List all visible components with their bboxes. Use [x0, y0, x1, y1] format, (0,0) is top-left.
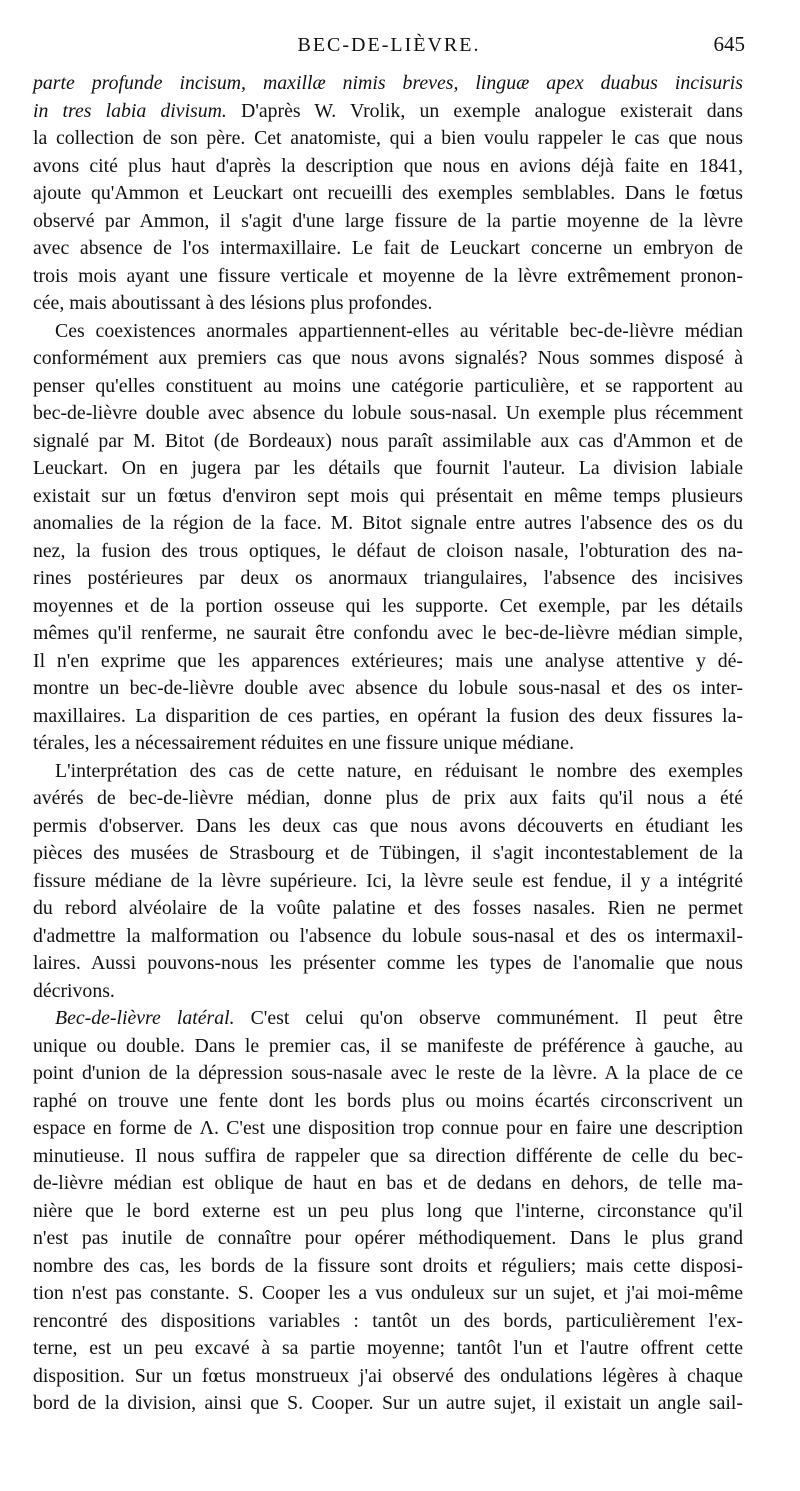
text-line: [33, 1088, 743, 1116]
line-text: du rebord alvéolaire de la voûte palatine et des fosses nasales. Rien ne permet: [33, 897, 743, 919]
text-line: [33, 813, 743, 841]
text-line: [33, 923, 743, 951]
line-text: avérés de bec-de-lièvre médian, donne plus de prix aux faits qu'il nous a été: [33, 787, 743, 809]
italic-text: parte profunde incisum, maxillæ nimis breves, linguæ apex duabus incisuris: [33, 72, 743, 94]
text-line: [33, 840, 743, 868]
text-line: [33, 180, 743, 208]
line-text: n'est pas inutile de connaître pour opérer méthodiquement. Dans le plus grand: [33, 1227, 743, 1249]
text-line: [33, 400, 743, 428]
line-text: térales, les a nécessairement réduites en une fissure unique médiane.: [33, 732, 575, 754]
line-text: espace en forme de Λ. C'est une disposition trop connue pour en faire une description: [33, 1117, 743, 1139]
text-line: [33, 98, 743, 126]
text-line: [33, 345, 743, 373]
text-line: [33, 1253, 743, 1281]
line-text: existait sur un fœtus d'environ sept mois qui présentait en même temps plusieurs: [33, 484, 743, 507]
line-text: anomalies de la région de la face. M. Bitot signale entre autres l'absence des os du: [33, 512, 743, 534]
text-line: [33, 1060, 743, 1088]
text-line: [33, 620, 743, 648]
text-line: [33, 1390, 743, 1418]
text-line: [33, 593, 743, 621]
line-text: Il n'en exprime que les apparences extérieures; mais une analyse attentive y dé-: [33, 649, 743, 672]
text-line: [33, 208, 743, 236]
line-text: décrivons.: [33, 979, 115, 1002]
line-text: L'interprétation des cas de cette nature, en réduisant le nombre des exemples: [55, 759, 743, 782]
text-line: [33, 1033, 743, 1061]
page-header: [33, 32, 745, 62]
line-text: bord de la division, ainsi que S. Cooper. Sur un autre sujet, il existait un angle sail-: [33, 1392, 743, 1414]
line-text: unique ou double. Dans le premier cas, il se manifeste de préférence à gauche, au: [33, 1034, 743, 1057]
line-text: avons cité plus haut d'après la description que nous en avions déjà faite en 1841,: [33, 154, 743, 177]
line-text: cée, mais aboutissant à des lésions plus profondes.: [33, 292, 433, 314]
text-line: [33, 125, 743, 153]
page-number: 645: [713, 32, 745, 56]
body-text: [33, 70, 743, 1418]
text-line: [33, 290, 743, 318]
text-line: [33, 373, 743, 401]
text-line: [33, 1005, 743, 1033]
text-line: [33, 263, 743, 291]
line-text: ajoute qu'Ammon et Leuckart ont recueilli des exemples semblables. Dans le fœtus: [33, 182, 743, 204]
text-line: [33, 510, 743, 538]
text-line: [33, 895, 743, 923]
text-line: [33, 235, 743, 263]
line-text: minutieuse. Il nous suffira de rappeler que sa direction différente de celle du bec-: [33, 1144, 743, 1167]
text-line: [33, 1115, 743, 1143]
line-text: laires. Aussi pouvons-nous les présenter comme les types de l'anomalie que nous: [33, 952, 743, 974]
text-line: [33, 70, 743, 98]
line-text: tion n'est pas constante. S. Cooper les a vus onduleux sur un sujet, et j'ai moi-même: [33, 1282, 743, 1304]
line-text: nombre des cas, les bords de la fissure sont droits et réguliers; mais cette disposi-: [33, 1254, 743, 1277]
text-line: [33, 428, 743, 456]
text-line: [33, 1225, 743, 1253]
line-text: de-lièvre médian est oblique de haut en bas et de dedans en dehors, de telle ma-: [33, 1172, 743, 1194]
text-line: [33, 318, 743, 346]
line-text: C'est celui qu'on observe communément. Il peut être: [234, 1007, 744, 1029]
text-line: [33, 703, 743, 731]
line-text: fissure médiane de la lèvre supérieure. Ici, la lèvre seule est fendue, il y a intégrité: [33, 869, 743, 892]
line-text: Leuckart. On en jugera par les détails que fournit l'auteur. La division labiale: [33, 457, 743, 479]
line-text: maxillaires. La disparition de ces parties, en opérant la fusion des deux fissures la-: [33, 704, 743, 727]
line-text: disposition. Sur un fœtus monstrueux j'ai observé des ondulations légères à chaque: [33, 1364, 743, 1387]
line-text: rencontré des dispositions variables : tantôt un des bords, particulièrement l'ex-: [33, 1309, 743, 1332]
text-line: [33, 1170, 743, 1198]
text-line: [33, 785, 743, 813]
line-text: rines postérieures par deux os anormaux triangulaires, l'absence des incisives: [33, 567, 743, 589]
text-line: [33, 868, 743, 896]
line-text: signalé par M. Bitot (de Bordeaux) nous paraît assimilable aux cas d'Ammon et de: [33, 429, 743, 452]
text-line: [33, 1335, 743, 1363]
text-line: [33, 1363, 743, 1391]
running-title: BEC-DE-LIÈVRE.: [297, 34, 481, 56]
line-text: terne, est un peu excavé à sa partie moyenne; tantôt l'un et l'autre offrent cette: [33, 1337, 743, 1359]
line-text: observé par Ammon, il s'agit d'une large fissure de la partie moyenne de la lèvre: [33, 209, 743, 232]
text-line: [33, 648, 743, 676]
text-line: [33, 758, 743, 786]
line-text: point d'union de la dépression sous-nasale avec le reste de la lèvre. A la place de ce: [33, 1062, 743, 1084]
text-line: [33, 1198, 743, 1226]
line-text: pièces des musées de Strasbourg et de Tübingen, il s'agit incontestablement de la: [33, 842, 743, 864]
line-text: nière que le bord externe est un peu plus long que l'interne, circonstance qu'il: [33, 1199, 743, 1222]
text-line: [33, 730, 743, 758]
line-text: permis d'observer. Dans les deux cas que nous avons découverts en étudiant les: [33, 814, 743, 837]
text-line: [33, 1280, 743, 1308]
text-line: [33, 675, 743, 703]
text-line: [33, 1143, 743, 1171]
line-text: montre un bec-de-lièvre double avec absence du lobule sous-nasal et des os inter-: [33, 677, 743, 699]
line-text: trois mois ayant une fissure verticale et moyenne de la lèvre extrêmement pronon-: [33, 264, 743, 287]
line-text: D'après W. Vrolik, un exemple analogue existerait dans: [226, 99, 743, 122]
text-line: [33, 538, 743, 566]
text-line: [33, 978, 743, 1006]
line-text: d'admettre la malformation ou l'absence du lobule sous-nasal et des os intermaxil-: [33, 924, 743, 947]
line-text: nez, la fusion des trous optiques, le défaut de cloison nasale, l'obturation des na-: [33, 539, 743, 562]
line-text: la collection de son père. Cet anatomiste, qui a bien voulu rappeler le cas que nous: [33, 127, 743, 149]
text-line: [33, 483, 743, 511]
text-line: [33, 565, 743, 593]
text-line: [33, 1308, 743, 1336]
text-line: [33, 455, 743, 483]
line-text: raphé on trouve une fente dont les bords plus ou moins écartés circonscrivent un: [33, 1089, 743, 1112]
line-text: mêmes qu'il renferme, ne saurait être confondu avec le bec-de-lièvre médian simple,: [33, 622, 743, 644]
line-text: penser qu'elles constituent au moins une catégorie particulière, et se rapportent au: [33, 374, 743, 397]
italic-text: in tres labia divisum.: [33, 99, 227, 122]
text-line: [33, 950, 743, 978]
line-text: avec absence de l'os intermaxillaire. Le fait de Leuckart concerne un embryon de: [33, 237, 743, 259]
line-text: moyennes et de la portion osseuse qui les supporte. Cet exemple, par les détails: [33, 594, 743, 617]
line-text: Ces coexistences anormales appartiennent-elles au véritable bec-de-lièvre médian: [55, 319, 743, 342]
line-text: conformément aux premiers cas que nous avons signalés? Nous sommes disposé à: [33, 347, 743, 369]
line-text: bec-de-lièvre double avec absence du lobule sous-nasal. Un exemple plus récemment: [33, 402, 743, 424]
text-line: [33, 153, 743, 181]
italic-text: Bec-de-lièvre latéral.: [55, 1007, 235, 1029]
